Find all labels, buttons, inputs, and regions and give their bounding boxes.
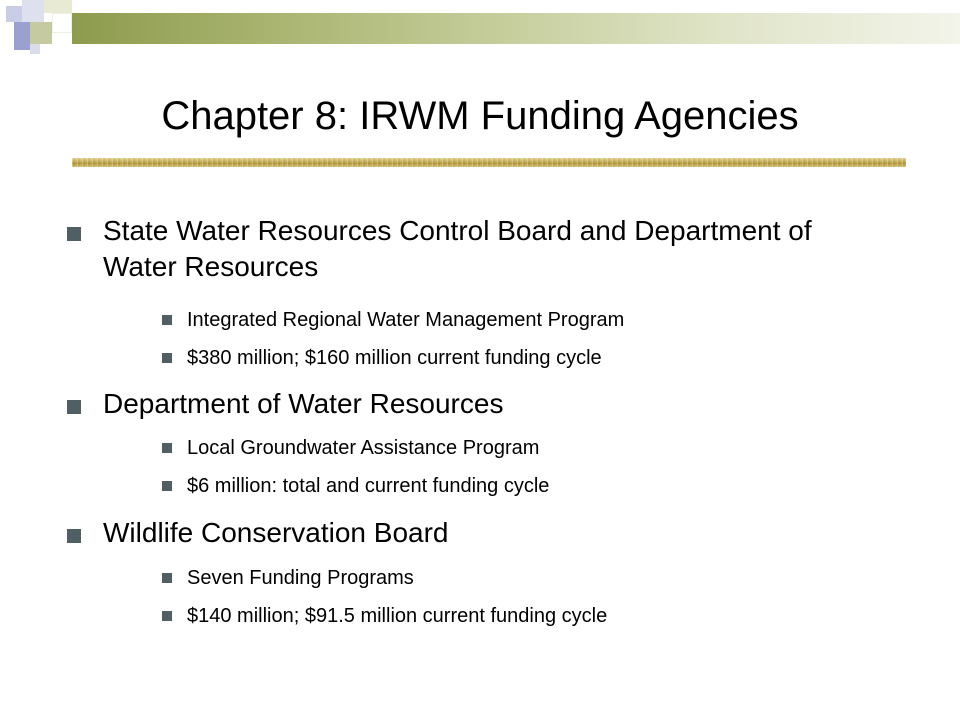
sub-bullet: Seven Funding Programs: [187, 567, 414, 589]
square-bullet-icon: [162, 443, 172, 453]
sub-bullet: Integrated Regional Water Management Program: [187, 309, 625, 331]
bullet-heading: State Water Resources Control Board and Department of Water Resources: [103, 215, 812, 282]
bullet-heading: Wildlife Conservation Board: [103, 517, 449, 548]
sub-bullet: $6 million: total and current funding cycle: [187, 475, 550, 497]
sub-bullet: $140 million; $91.5 million current funding cycle: [187, 605, 608, 627]
square-bullet-icon: [67, 227, 81, 241]
square-bullet-icon: [162, 481, 172, 491]
square-bullet-icon: [162, 353, 172, 363]
square-bullet-icon: [162, 611, 172, 621]
square-bullet-icon: [162, 315, 172, 325]
square-bullet-icon: [162, 573, 172, 583]
square-bullet-icon: [67, 400, 81, 414]
sub-bullet: $380 million; $160 million current funding cycle: [187, 347, 602, 369]
slide-title: Chapter 8: IRWM Funding Agencies: [161, 94, 799, 138]
bullet-heading: Department of Water Resources: [103, 388, 504, 419]
sub-bullet: Local Groundwater Assistance Program: [187, 437, 540, 459]
square-bullet-icon: [67, 529, 81, 543]
